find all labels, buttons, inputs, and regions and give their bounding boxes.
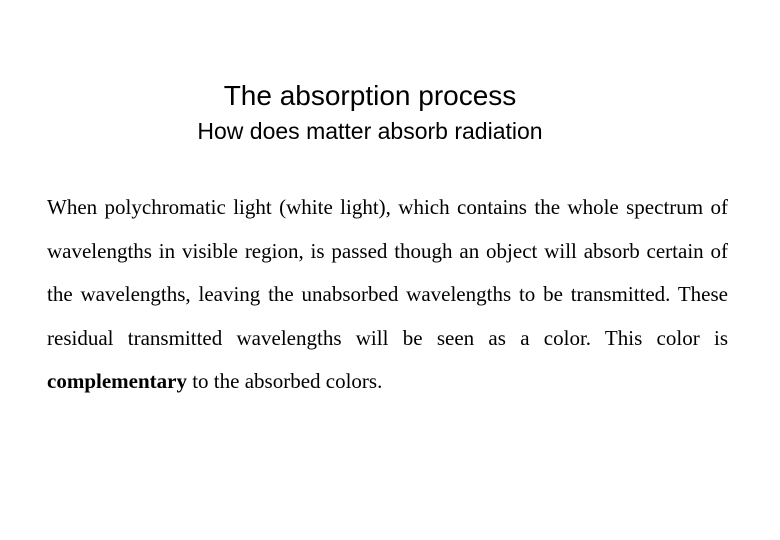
slide-title: The absorption process bbox=[223, 80, 517, 111]
slide-subtitle: How does matter absorb radiation bbox=[197, 118, 543, 144]
emphasis-complementary: complementary bbox=[47, 369, 187, 393]
body-paragraph bbox=[47, 186, 728, 404]
body-text-part1: When polychromatic light (white light), which contains the whole spectrum of wavelengths in visible region, is passed though an object will absorb certain of the wavelengths, leaving the unabsorbed wavelengths to be transmitted. These residual transmitted wavelengths will be seen as a color. This color is bbox=[47, 195, 728, 350]
body-text-part2: to the absorbed colors. bbox=[186, 369, 383, 393]
